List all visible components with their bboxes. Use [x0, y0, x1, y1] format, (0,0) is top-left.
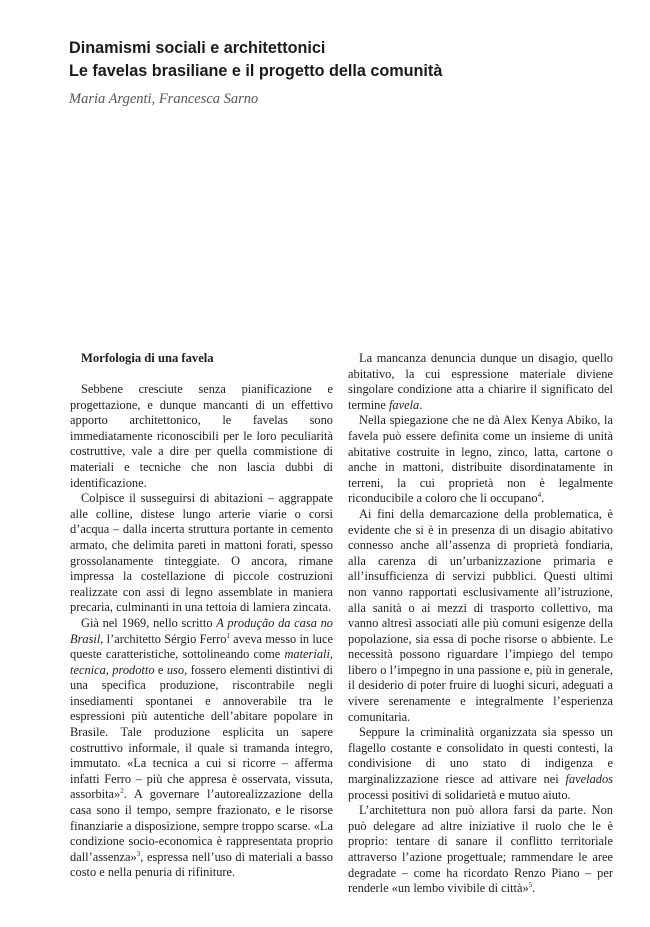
- text-span: Nella spiegazione che ne dà Alex Kenya Abiko, la favela può essere definita come un insieme di unità abitative costruite in legno, zinco, latta, cartone o anche in mattoni, distribuite disordinatamente in terreni, la cui proprietà non è legalmente riconducibile a coloro che li occupano: [348, 413, 613, 506]
- footnote-ref[interactable]: 2: [120, 787, 124, 796]
- section-heading: Morfologia di una favela: [81, 351, 214, 365]
- emphasis: favela: [388, 397, 420, 412]
- text-span: Seppure la criminalità organizzata sia spesso un flagello costante e consolidato in questi contesti, la condivisione di uno stato di indigenza e marginalizzazione riesce ad attivare nei: [348, 725, 613, 787]
- text-span: . A governare l’autorealizzazione della casa sono il tempo, sempre frazionato, e le risorse finanziarie a disposizione, sempre troppo scarse. «La condizione socio-economica è rappresentata proprio dall’assenza»: [70, 787, 333, 864]
- title-line-2: Le favelas brasiliane e il progetto della comunità: [69, 62, 443, 80]
- paragraph-2: Colpisce il susseguirsi di abitazioni – aggrappate alle colline, distese lungo arterie viarie o corsi d’acqua – dalla incerta struttura portante in cemento armato, che delimita pareti in mattoni forati, spesso grossolanamente tinteggiate. O ancora, rimane impressa la costellazione di piccole costruzioni realizzate con assi di legno assemblate in maniera precaria, culminanti in una tettoia di lamiera zincata.: [70, 491, 333, 615]
- emphasis: favelados: [565, 772, 613, 787]
- footnote-ref[interactable]: 1: [226, 631, 230, 640]
- text-span: , espressa nell’uso di materiali a basso costo e nella penuria di rifiniture.: [70, 849, 333, 880]
- paragraph-4: [348, 351, 613, 413]
- text-span: Già nel 1969, nello scritto: [81, 615, 217, 630]
- emphasis: uso: [166, 662, 185, 677]
- text-span: .: [419, 397, 423, 412]
- text-span: e: [154, 662, 167, 677]
- text-span: aveva messo in luce queste caratteristiche, sottolineando come: [70, 631, 333, 662]
- text-span: processi positivi di solidarietà e mutuo aiuto.: [348, 787, 571, 802]
- footnote-ref[interactable]: 4: [537, 491, 542, 500]
- text-span: La mancanza denuncia dunque un disagio, quello abitativo, la cui espressione materiale diviene singolare condizione atta a chiarire il significato del termine: [348, 351, 613, 412]
- article-title: [69, 37, 629, 83]
- paragraph-3: [70, 616, 333, 881]
- book-title: A produção da casa no Brasil: [70, 615, 333, 646]
- paragraph-1: Sebbene cresciute senza pianificazione e progettazione, e dunque mancanti di un effettivo apporto architettonico, le favelas sono immediatamente riconoscibili per le loro peculiarità costruttive, vale a dire per quella commistione di materiali e tecniche che non lascia dubbi di identificazione.: [70, 382, 333, 490]
- text-span: , fossero elementi distintivi di una specifica produzione, riscontrabile negli insediamenti spontanei e annoverabile tra le espressioni più autentiche dell’abitare popolare in Brasile. Tale produzione esplicita un sapere costruttivo informale, il quale si tramanda integro, immutato. «La tecnica a cui si ricorre – afferma infatti Ferro – più che appresa è osservata, vissuta, assorbita»: [70, 662, 333, 802]
- footnote-ref[interactable]: 5: [528, 881, 533, 890]
- text-span: , l’architetto Sérgio Ferro: [100, 631, 227, 646]
- text-span: .: [532, 881, 536, 896]
- emphasis: materiali, tecnica, prodotto: [70, 647, 333, 677]
- right-column: [348, 351, 613, 897]
- text-span: .: [541, 491, 545, 506]
- text-span: L’architettura non può allora farsi da parte. Non può delegare ad altre iniziative il ruolo che le è proprio: tentare di sanare il conflitto territoriale attraverso l’azione progettuale; rammendare le aree degradate – come ha ricordato Renzo Piano – per renderle «un lembo vivibile di città»: [348, 803, 613, 896]
- paragraph-6: Ai fini della demarcazione della problematica, è evidente che si è in presenza di un disagio abitativo connesso anche all’assenza di proprietà fondiaria, alla carenza di un’urbanizzazione primaria e all’insufficienza di servizi pubblici. Questi ultimi non vanno rapportati esclusivamente all’istruzione, alla sanità o ai mezzi di trasporto collettivo, ma vanno altresì associati alle più comuni esigenze della popolazione, sia essa di poche risorse o abbiente. Le necessità possono riguardare l’impiego del tempo libero o l’impegno in una passione e, più in generale, il desiderio di poter fruire di luoghi sicuri, adeguati a vivere serenamente e integralmente l’esperienza comunitaria.: [348, 506, 613, 724]
- authors: Maria Argenti, Francesca Sarno: [69, 91, 259, 107]
- paragraph-5: [348, 413, 613, 507]
- footnote-ref[interactable]: 3: [136, 849, 141, 858]
- title-line-1: Dinamismi sociali e architettonici: [69, 39, 326, 57]
- paragraph-7: [348, 725, 613, 803]
- left-column: [70, 351, 333, 881]
- paragraph-8: [348, 803, 613, 897]
